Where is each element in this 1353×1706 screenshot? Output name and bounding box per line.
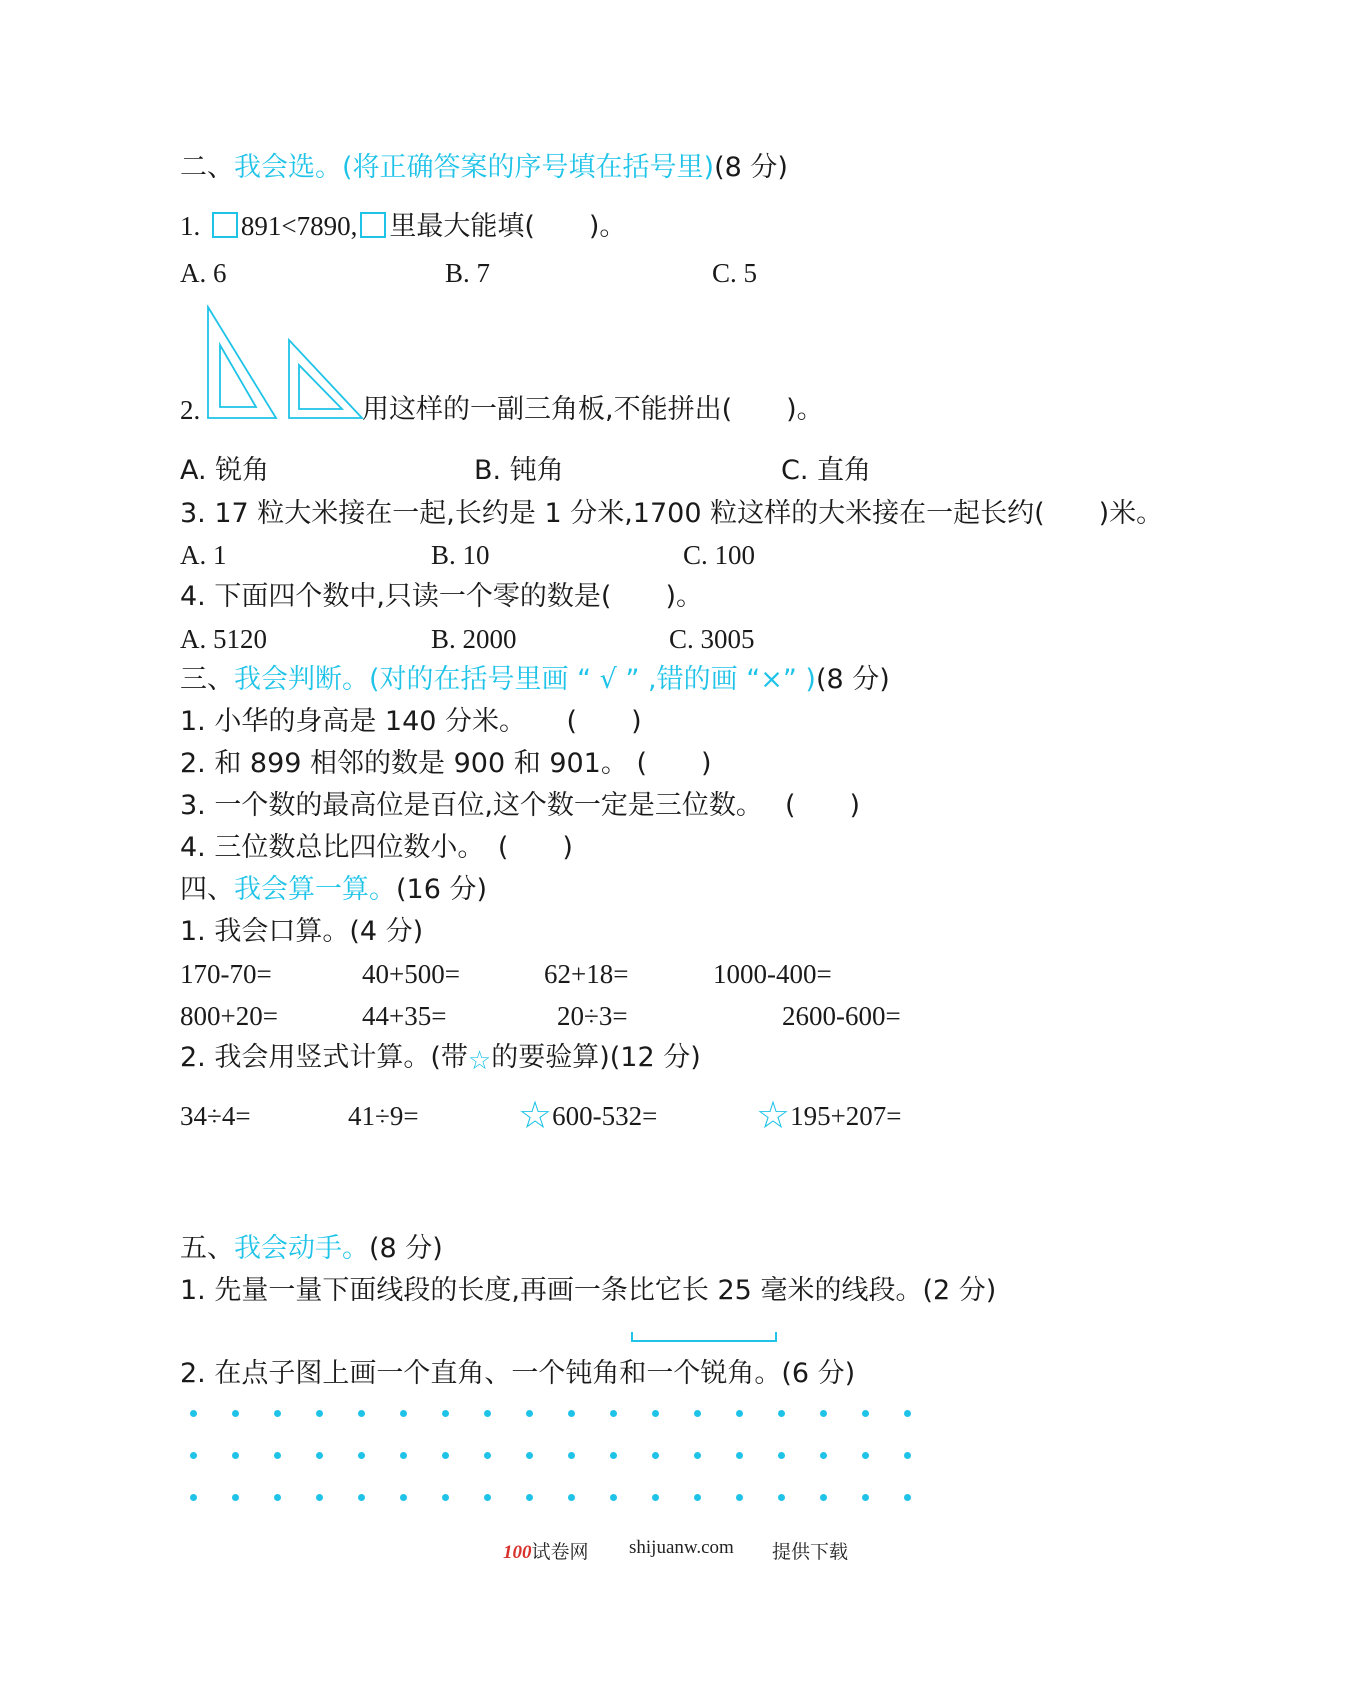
grid-dot: [568, 1452, 575, 1459]
calc-item: 1000-400=: [713, 959, 832, 989]
footer: 100试卷网: [503, 1542, 589, 1563]
calc-item-starred: ☆600-532=: [518, 1095, 658, 1137]
grid-dot: [652, 1494, 659, 1501]
grid-dot: [232, 1452, 239, 1459]
grid-dot: [316, 1452, 323, 1459]
vertical-calc-title: 2. 我会用竖式计算。(带☆的要验算)(12 分): [180, 1042, 701, 1076]
option: B. 7: [445, 258, 491, 288]
blank-box-icon: [212, 212, 238, 238]
calc-item: 34÷4=: [180, 1101, 251, 1131]
grid-dot: [358, 1494, 365, 1501]
grid-dot: [274, 1494, 281, 1501]
calc-item: 62+18=: [544, 959, 629, 989]
calc-item: 800+20=: [180, 1001, 278, 1031]
calc-item: 40+500=: [362, 959, 460, 989]
option: C. 100: [683, 540, 756, 570]
option: A. 锐角: [180, 455, 270, 486]
grid-dot: [442, 1410, 449, 1417]
judge-item: 1. 小华的身高是 140 分米。 ( ): [180, 706, 642, 737]
grid-dot: [484, 1452, 491, 1459]
question-4: 4. 下面四个数中,只读一个零的数是( )。: [180, 581, 703, 612]
grid-dot: [610, 1410, 617, 1417]
calc-item: 41÷9=: [348, 1101, 419, 1131]
calc-item: 170-70=: [180, 959, 272, 989]
judge-item: 3. 一个数的最高位是百位,这个数一定是三位数。 ( ): [180, 790, 861, 821]
grid-dot: [190, 1452, 197, 1459]
option: B. 10: [431, 540, 490, 570]
grid-dot: [442, 1452, 449, 1459]
grid-dot: [904, 1410, 911, 1417]
calc-item-starred: ☆195+207=: [756, 1095, 902, 1137]
grid-dot: [526, 1452, 533, 1459]
star-icon: ☆: [467, 1046, 492, 1076]
calc-item: 2600-600=: [782, 1001, 901, 1031]
grid-dot: [694, 1494, 701, 1501]
blank-box-icon: [360, 212, 386, 238]
grid-dot: [862, 1410, 869, 1417]
star-icon: ☆: [518, 1095, 553, 1137]
grid-dot: [862, 1452, 869, 1459]
grid-dot: [526, 1494, 533, 1501]
section-5-heading: 五、我会动手。(8 分): [180, 1233, 443, 1264]
grid-dot: [358, 1410, 365, 1417]
question-5-1: 1. 先量一量下面线段的长度,再画一条比它长 25 毫米的线段。(2 分): [180, 1275, 997, 1306]
grid-dot: [862, 1494, 869, 1501]
grid-dot: [778, 1494, 785, 1501]
grid-dot: [190, 1410, 197, 1417]
section-number: 二、: [180, 152, 234, 183]
grid-dot: [442, 1494, 449, 1501]
question-1: 1. 891<7890, 里最大能填( )。: [180, 211, 627, 242]
grid-dot: [274, 1452, 281, 1459]
section-title: 我会选。(将正确答案的序号填在括号里): [234, 152, 715, 183]
question-3: 3. 17 粒大米接在一起,长约是 1 分米,1700 粒这样的大米接在一起长约( )米。: [180, 498, 1164, 529]
calc-item: 20÷3=: [557, 1001, 628, 1031]
grid-dot: [274, 1410, 281, 1417]
option: A. 5120: [180, 624, 267, 654]
grid-dot: [736, 1494, 743, 1501]
grid-dot: [400, 1452, 407, 1459]
grid-dot: [904, 1452, 911, 1459]
calc-item: 44+35=: [362, 1001, 447, 1031]
section-score: (8 分): [714, 152, 788, 183]
question-2-text: 用这样的一副三角板,不能拼出( )。: [362, 394, 824, 425]
grid-dot: [358, 1452, 365, 1459]
option: C. 直角: [781, 455, 872, 486]
grid-dot: [316, 1410, 323, 1417]
grid-dot: [652, 1452, 659, 1459]
set-square-triangles-icon: [200, 305, 370, 423]
grid-dot: [904, 1494, 911, 1501]
question-2: 2.: [180, 395, 201, 425]
grid-dot: [694, 1452, 701, 1459]
grid-dot: [778, 1452, 785, 1459]
footer-site: shijuanw.com: [629, 1537, 734, 1558]
option: C. 5: [712, 258, 758, 288]
grid-dot: [316, 1494, 323, 1501]
grid-dot: [526, 1410, 533, 1417]
logo-100-icon: 100: [503, 1542, 532, 1563]
section-3-heading: 三、我会判断。(对的在括号里画 “ √ ” ,错的画 “×” )(8 分): [180, 664, 890, 695]
grid-dot: [484, 1410, 491, 1417]
grid-dot: [232, 1410, 239, 1417]
grid-dot: [400, 1494, 407, 1501]
grid-dot: [190, 1494, 197, 1501]
question-5-2: 2. 在点子图上画一个直角、一个钝角和一个锐角。(6 分): [180, 1358, 856, 1389]
oral-calc-title: 1. 我会口算。(4 分): [180, 916, 424, 947]
judge-item: 2. 和 899 相邻的数是 900 和 901。 ( ): [180, 748, 712, 779]
option: A. 6: [180, 258, 227, 288]
option: B. 钝角: [474, 455, 564, 486]
grid-dot: [232, 1494, 239, 1501]
grid-dot: [568, 1410, 575, 1417]
grid-dot: [652, 1410, 659, 1417]
grid-dot: [778, 1410, 785, 1417]
grid-dot: [820, 1452, 827, 1459]
line-segment: [630, 1330, 780, 1344]
grid-dot: [610, 1494, 617, 1501]
section-4-heading: 四、我会算一算。(16 分): [180, 874, 488, 905]
option: A. 1: [180, 540, 227, 570]
grid-dot: [736, 1410, 743, 1417]
grid-dot: [610, 1452, 617, 1459]
option: B. 2000: [431, 624, 517, 654]
judge-item: 4. 三位数总比四位数小。 ( ): [180, 832, 573, 863]
grid-dot: [484, 1494, 491, 1501]
footer-note: 提供下载: [772, 1542, 849, 1563]
option: C. 3005: [669, 624, 755, 654]
grid-dot: [400, 1410, 407, 1417]
grid-dot: [820, 1410, 827, 1417]
grid-dot: [568, 1494, 575, 1501]
section-2-heading: [180, 151, 788, 185]
grid-dot: [694, 1410, 701, 1417]
grid-dot: [820, 1494, 827, 1501]
grid-dot: [736, 1452, 743, 1459]
star-icon: ☆: [756, 1095, 791, 1137]
